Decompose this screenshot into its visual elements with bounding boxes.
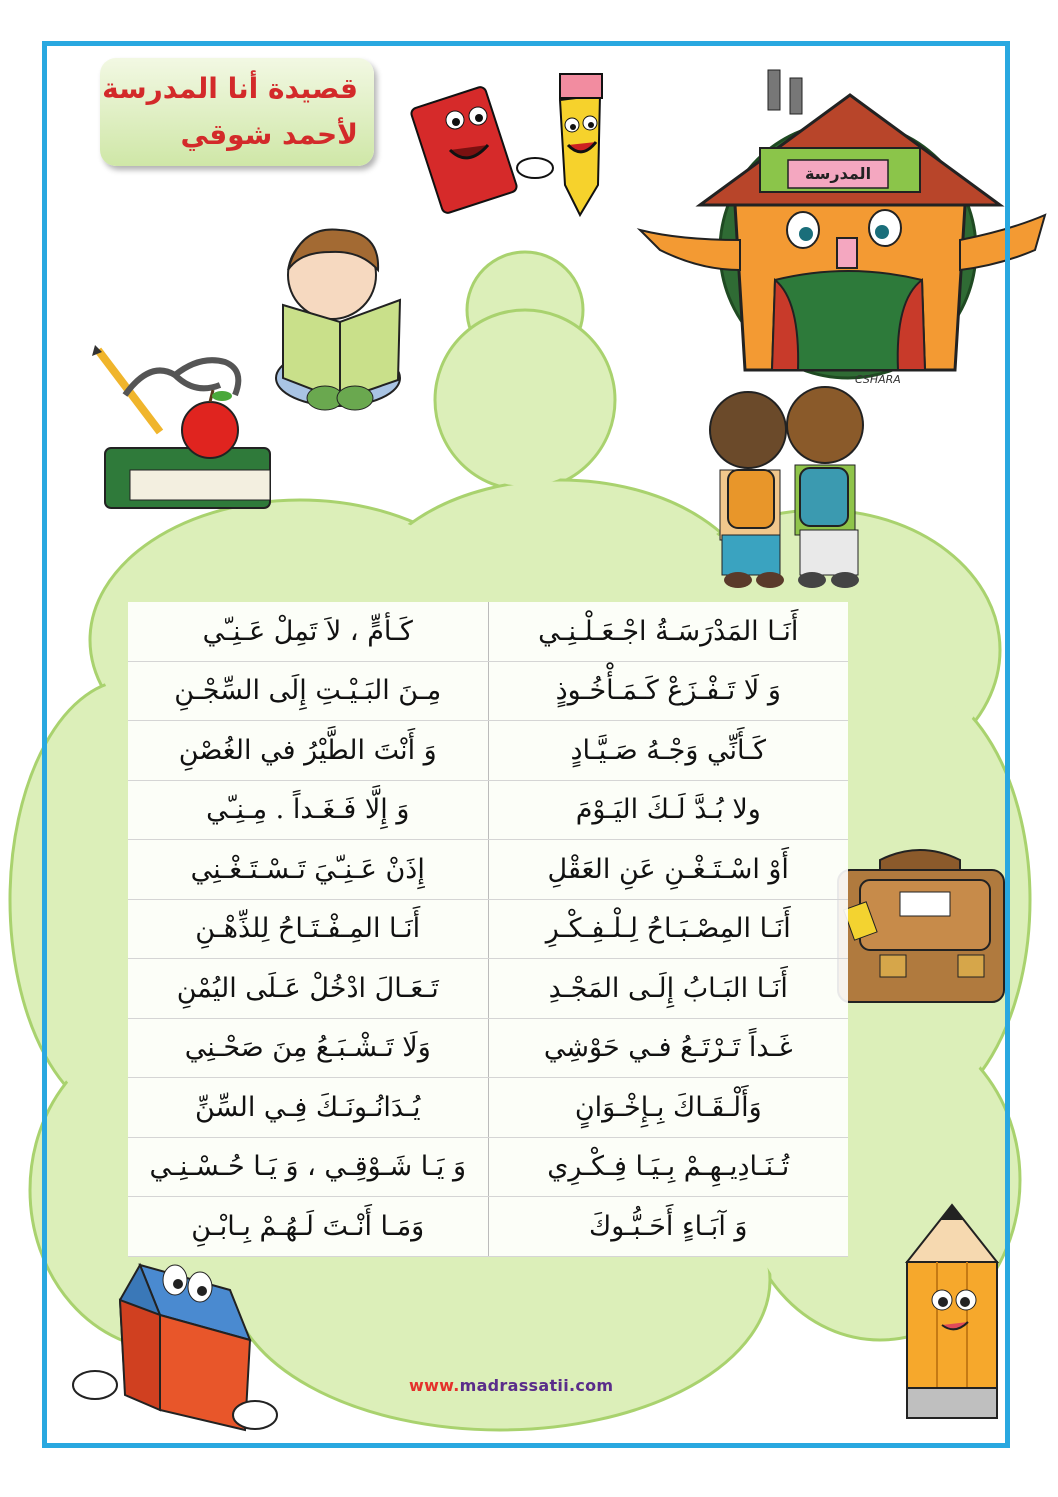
website-www: www. <box>409 1376 460 1395</box>
poem-verse-row <box>128 1197 848 1257</box>
verse-second-hemistich: أَنَـا المِـفْـتَـاحُ لِلذِّهْـنِ <box>128 899 488 959</box>
title-line-1: قصيدة أنا المدرسة <box>102 72 358 105</box>
website-footer[interactable] <box>409 1376 613 1395</box>
poem-verse-row <box>128 1018 848 1078</box>
verse-first-hemistich: وَ لَا تَـفْـزَعْ كَـمَـأْخُـوذٍ <box>488 661 848 721</box>
verse-first-hemistich: وَأَلْـقَـاكَ بِـإِخْـوَانٍ <box>488 1078 848 1138</box>
poem-verse-row <box>128 840 848 900</box>
verse-second-hemistich: وَلَا تَـشْـبَـعُ مِنَ صَحْـنِي <box>128 1018 488 1078</box>
verse-second-hemistich: كَـأمٍّ ، لاَ تَمِلْ عَـنِـّي <box>128 602 488 661</box>
verse-first-hemistich: ولا بُـدَّ لَـكَ اليَـوْمَ <box>488 780 848 840</box>
poem-verse-row <box>128 602 848 661</box>
verse-second-hemistich: تَـعَـالَ ادْخُلْ عَـلَى اليُمْنِ <box>128 959 488 1019</box>
poem-verse-row <box>128 959 848 1019</box>
verse-second-hemistich: مِـنَ البَـيْـتِ إِلَى السِّجْـنِ <box>128 661 488 721</box>
website-domain: madrassatii.com <box>459 1376 614 1395</box>
poem-verse-row <box>128 899 848 959</box>
verse-first-hemistich: أَنَـا البَـابُ إِلَـى المَجْـدِ <box>488 959 848 1019</box>
verse-first-hemistich: أَوْ اسْـتَـغْـنِ عَنِ العَقْلِ <box>488 840 848 900</box>
verse-first-hemistich: تُـنَـادِيـهِـمْ بِـيَـا فِـكْـرِي <box>488 1137 848 1197</box>
poem-verse-row <box>128 1078 848 1138</box>
verse-second-hemistich: يُـدَانُـونَـكَ فِـي السِّنِّ <box>128 1078 488 1138</box>
poem-verse-row <box>128 661 848 721</box>
verse-second-hemistich: وَ إِلَّا فَـغَـداً . مِـنِـّي <box>128 780 488 840</box>
title-box <box>100 58 374 166</box>
verse-first-hemistich: أَنَـا المَدْرَسَـةُ اجْـعَـلْـنِـي <box>488 602 848 661</box>
verse-second-hemistich: وَمَـا أَنْـتَ لَـهُـمْ بِـابْـنِ <box>128 1197 488 1257</box>
poem-verse-row <box>128 721 848 781</box>
poem-verse-row <box>128 780 848 840</box>
title-line-2: لأحمد شوقي <box>180 118 358 151</box>
poem-verse-row <box>128 1137 848 1197</box>
verse-second-hemistich: وَ أَنْتَ الطَّيْرُ في الغُصْنِ <box>128 721 488 781</box>
verse-first-hemistich: أَنَـا المِصْـبَـاحُ لِـلْـفِـكْـرِ <box>488 899 848 959</box>
poem-table <box>128 602 848 1257</box>
verse-second-hemistich: وَ يَـا شَـوْقِـي ، وَ يَـا حُـسْـنِـي <box>128 1137 488 1197</box>
artist-signature: CSHARA <box>855 373 901 386</box>
verse-first-hemistich: غَـداً تَـرْتَـعُ فـي حَوْشِي <box>488 1018 848 1078</box>
verse-second-hemistich: إِذَنْ عَـنِـّيَ تَـسْـتَـغْـنِي <box>128 840 488 900</box>
school-sign-text: المدرسة <box>804 164 872 183</box>
verse-first-hemistich: وَ آبَـاءٍ أَحَـبُّـوكَ <box>488 1197 848 1257</box>
verse-first-hemistich: كَـأَنِّي وَجْـهُ صَـيَّـادٍ <box>488 721 848 781</box>
